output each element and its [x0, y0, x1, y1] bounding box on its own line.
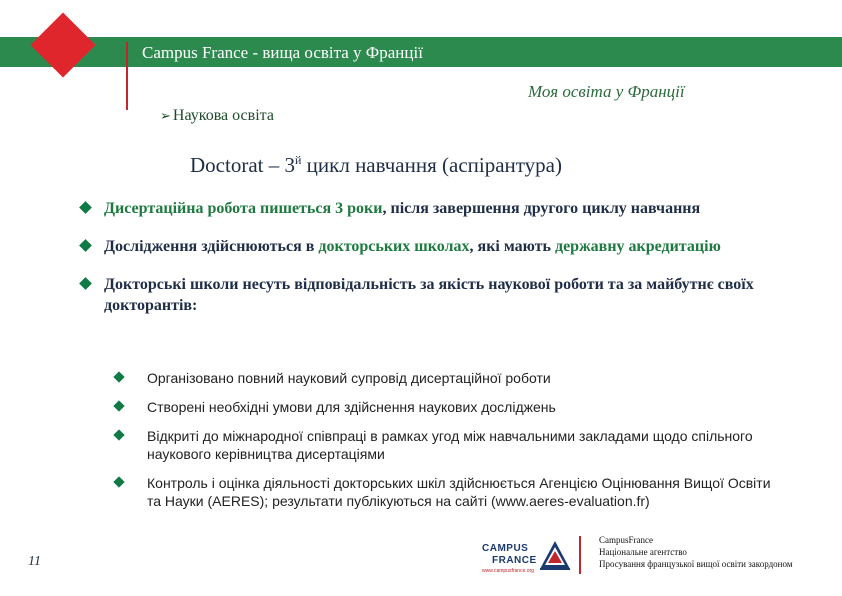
page-number: 11 — [28, 554, 41, 569]
bullet-item — [78, 274, 778, 316]
slide-heading — [190, 153, 562, 178]
bullet-text: Дослідження здійснюються в — [104, 238, 319, 255]
arrow-right-icon: ➢ — [160, 109, 171, 124]
diamond-bullet-icon — [113, 476, 124, 487]
bullet-item — [78, 198, 778, 219]
diamond-bullet-icon — [113, 371, 124, 382]
main-bullet-list — [78, 198, 778, 333]
sub-bullet-list — [114, 369, 774, 521]
footer-org-line3: Просування французької вищої освіти закордоном — [599, 559, 793, 569]
footer-divider — [579, 536, 581, 574]
bullet-highlight: докторських школах — [318, 238, 470, 255]
diamond-bullet-icon — [79, 239, 92, 252]
footer-org-line2: Національне агентство — [599, 547, 687, 557]
header-title: Campus France - вища освіта у Франції — [142, 43, 423, 62]
red-diamond-logo — [30, 12, 95, 77]
logo-word-france: FRANCE — [492, 555, 537, 566]
sub-bullet-item — [114, 369, 774, 387]
header-subtitle: Моя освіта у Франції — [528, 82, 685, 101]
sub-bullet-item — [114, 474, 774, 510]
logo-pyramid-icon — [538, 539, 572, 573]
heading-main: Doctorat – 3 — [190, 153, 295, 177]
sub-bullet-text: Контроль і оцінка діяльності докторських шкіл здійснюється Агенцією Оцінювання Вищої Освіти та Науки (AERES); результати публікуються на сайті (www.aeres-evaluation.fr) — [147, 475, 771, 509]
bullet-text: , які мають — [469, 238, 555, 255]
sub-bullet-text: Відкриті до міжнародної співпраці в рамках угод між навчальними закладами щодо спільного наукового керівництва дисертаціями — [147, 428, 753, 462]
sub-bullet-text: Організовано повний науковий супровід дисертаційної роботи — [147, 370, 551, 386]
campus-france-logo — [482, 537, 572, 579]
bullet-highlight: Дисертаційна робота пишеться 3 роки — [104, 200, 383, 217]
sub-bullet-item — [114, 427, 774, 463]
section-label-text: Наукова освіта — [172, 107, 274, 124]
footer-org-text — [599, 534, 793, 570]
bullet-text: Докторські школи несуть відповідальність за якість наукової роботи та за майбутнє своїх докторантів: — [104, 276, 754, 314]
sub-bullet-text: Створені необхідні умови для здійснення наукових досліджень — [147, 399, 556, 415]
diamond-bullet-icon — [113, 400, 124, 411]
diamond-bullet-icon — [79, 277, 92, 290]
logo-url: www.campusfrance.org — [482, 568, 534, 574]
logo-word-campus: CAMPUS — [482, 543, 529, 554]
section-label — [160, 107, 274, 125]
diamond-bullet-icon — [79, 201, 92, 214]
bullet-highlight: державну акредитацію — [554, 238, 721, 255]
header-divider — [126, 42, 128, 110]
heading-rest: цикл навчання (аспірантура) — [301, 153, 562, 177]
bullet-text: , після завершення другого циклу навчання — [382, 200, 701, 217]
heading-sup: й — [294, 153, 302, 167]
footer-org-name: CampusFrance — [599, 535, 653, 545]
sub-bullet-item — [114, 398, 774, 416]
diamond-bullet-icon — [113, 429, 124, 440]
bullet-item — [78, 236, 778, 257]
